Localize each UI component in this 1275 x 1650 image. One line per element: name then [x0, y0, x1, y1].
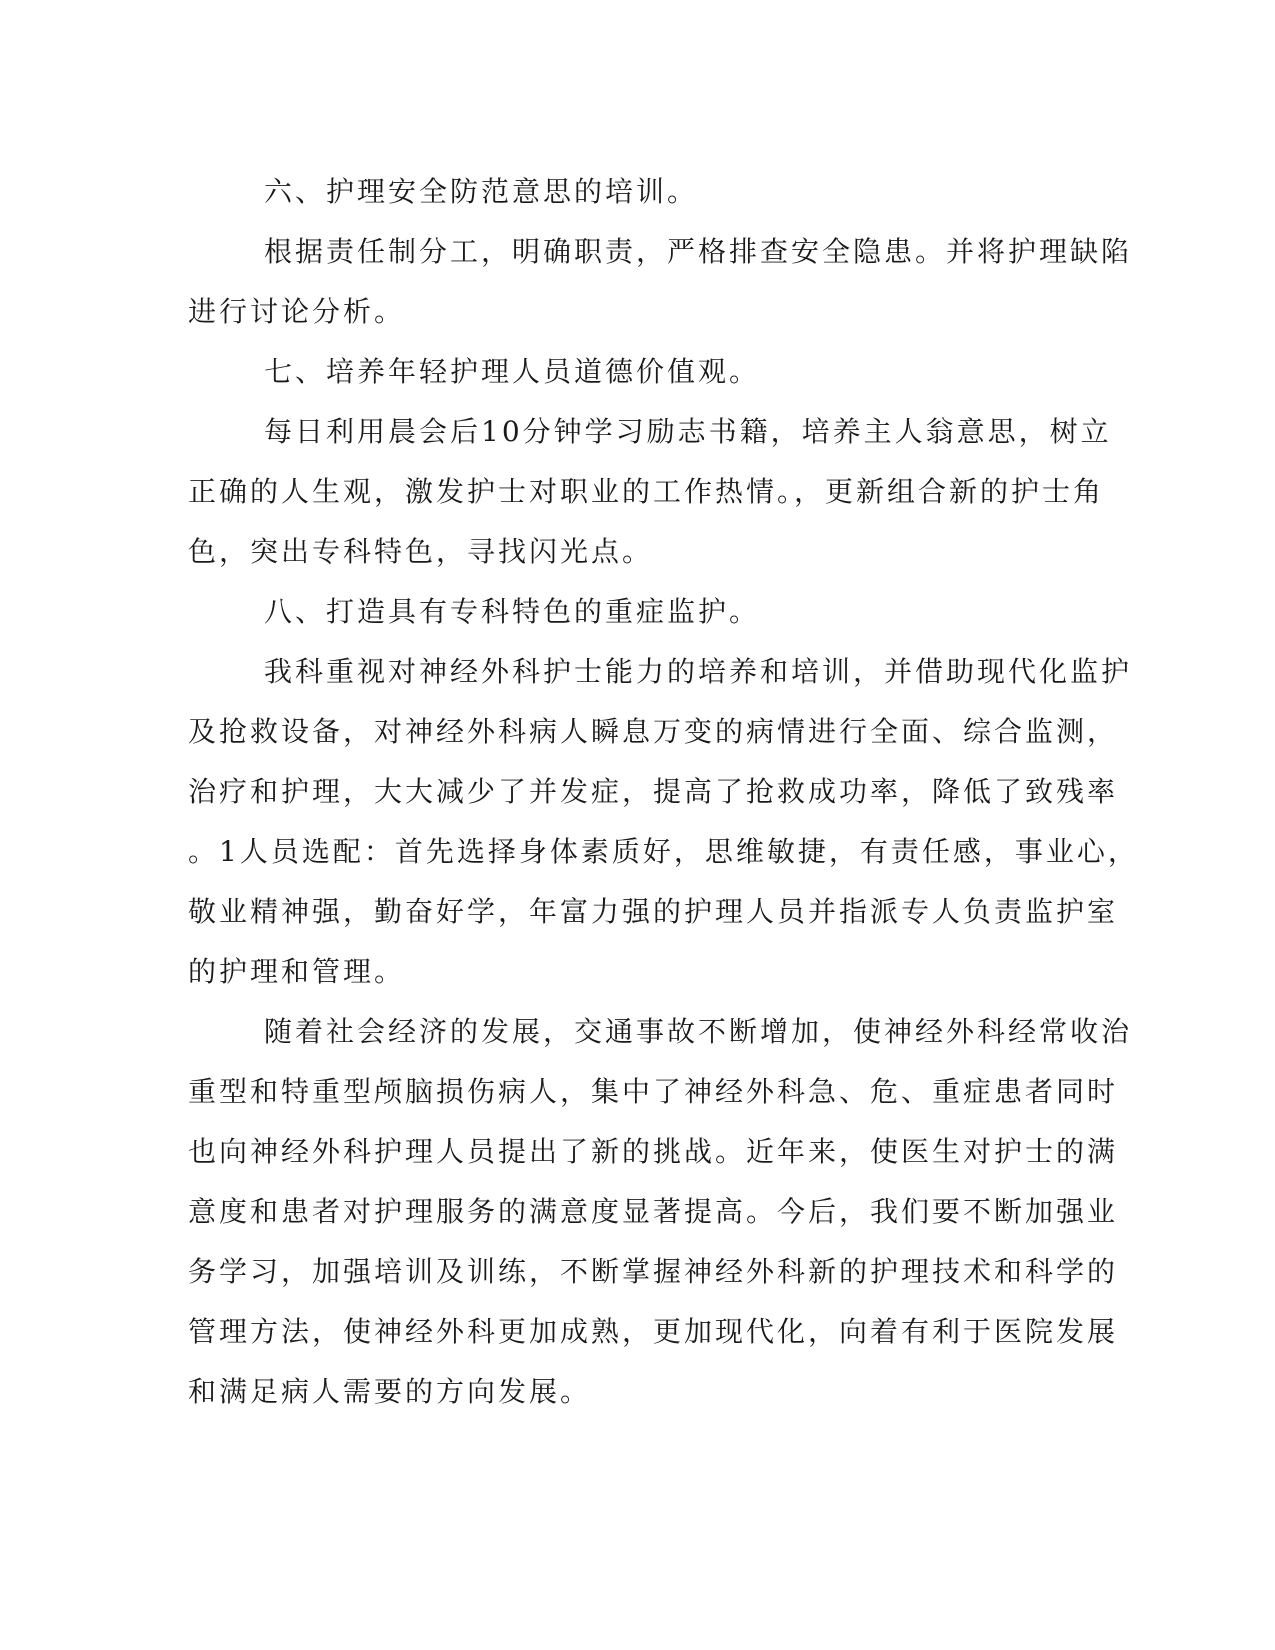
- paragraph-line: 重型和特重型颅脑损伤病人，集中了神经外科急、危、重症患者同时: [188, 1075, 1119, 1108]
- document-body: [188, 162, 1139, 1422]
- paragraph-line: 及抢救设备，对神经外科病人瞬息万变的病情进行全面、综合监测，: [188, 715, 1119, 748]
- paragraph-line: 的护理和管理。: [188, 955, 406, 988]
- paragraph-line: 我科重视对神经外科护士能力的培养和培训，并借助现代化监护: [264, 655, 1133, 688]
- paragraph-line: 根据责任制分工，明确职责，严格排查安全隐患。并将护理缺陷: [264, 235, 1133, 268]
- paragraph-line: 进行讨论分析。: [188, 295, 406, 328]
- paragraph-line: 管理方法，使神经外科更加成熟，更加现代化，向着有利于医院发展: [188, 1315, 1119, 1348]
- paragraph-line: 敬业精神强，勤奋好学，年富力强的护理人员并指派专人负责监护室: [188, 895, 1119, 928]
- paragraph-line: 和满足病人需要的方向发展。: [188, 1375, 592, 1408]
- paragraph-line: 色，突出专科特色，寻找闪光点。: [188, 535, 654, 568]
- section-heading-six: 六、护理安全防范意思的培训。: [264, 175, 699, 208]
- paragraph-line: 务学习，加强培训及训练，不断掌握神经外科新的护理技术和科学的: [188, 1255, 1119, 1288]
- section-heading-eight: 八、打造具有专科特色的重症监护。: [264, 595, 761, 628]
- paragraph-line: 治疗和护理，大大减少了并发症，提高了抢救成功率，降低了致残率: [188, 775, 1119, 808]
- paragraph-line: 也向神经外科护理人员提出了新的挑战。近年来，使医生对护士的满: [188, 1135, 1119, 1168]
- paragraph-line: 。1人员选配：首先选择身体素质好，思维敏捷，有责任感，事业心，: [188, 835, 1139, 868]
- paragraph-line: 随着社会经济的发展，交通事故不断增加，使神经外科经常收治: [264, 1015, 1133, 1048]
- paragraph-line: 意度和患者对护理服务的满意度显著提高。今后，我们要不断加强业: [188, 1195, 1119, 1228]
- paragraph-line: 正确的人生观，激发护士对职业的工作热情。，更新组合新的护士角: [188, 475, 1105, 508]
- section-heading-seven: 七、培养年轻护理人员道德价值观。: [264, 355, 761, 388]
- paragraph-line: 每日利用晨会后10分钟学习励志书籍，培养主人翁意思，树立: [264, 415, 1112, 448]
